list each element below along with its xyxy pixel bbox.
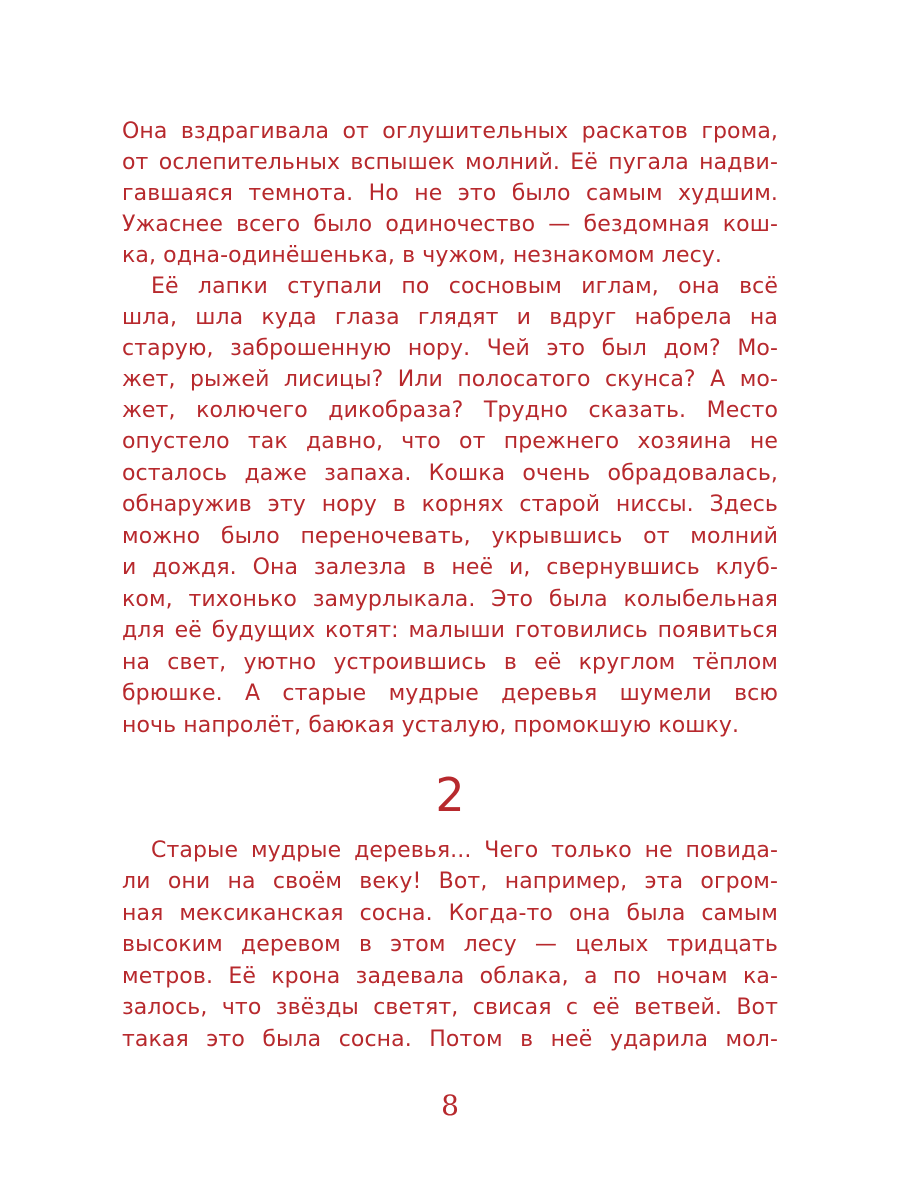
text-line: ком, тихонько замурлыкала. Это была колыбельная	[122, 587, 778, 612]
text-line: старую, заброшенную нору. Чей это был дом? Мо-	[122, 336, 778, 361]
text-line: от ослепительных вспышек молний. Её пугала надви-	[122, 150, 778, 175]
chapter-number: 2	[435, 768, 465, 822]
text-line: ночь напролёт, баюкая усталую, промокшую кошку.	[122, 713, 740, 738]
text-line: Ужаснее всего было одиночество — бездомная кош-	[122, 212, 778, 237]
text-line: залось, что звёзды светят, свисая с её ветвей. Вот	[122, 995, 778, 1020]
text-line: ная мексиканская сосна. Когда-то она была самым	[122, 901, 778, 926]
text-line: брюшке. А старые мудрые деревья шумели всю	[122, 681, 778, 706]
text-line: Её лапки ступали по сосновым иглам, она всё	[151, 274, 778, 299]
text-line: гавшаяся темнота. Но не это было самым худшим.	[122, 181, 778, 206]
text-line: жет, рыжей лисицы? Или полосатого скунса? А мо-	[122, 367, 778, 392]
text-line: метров. Её крона задевала облака, а по ночам ка-	[122, 964, 778, 989]
text-line: Старые мудрые деревья... Чего только не повида-	[151, 838, 778, 863]
text-line: жет, колючего дикобраза? Трудно сказать. Место	[122, 398, 778, 423]
text-line: шла, шла куда глаза глядят и вдруг набрела на	[122, 305, 778, 330]
text-line: высоким деревом в этом лесу — целых тридцать	[122, 932, 778, 957]
text-line: для её будущих котят: малыши готовились появиться	[122, 618, 778, 643]
text-line: ли они на своём веку! Вот, например, эта огром-	[122, 869, 778, 894]
text-line: опустело так давно, что от прежнего хозяина не	[122, 429, 778, 454]
text-line: Она вздрагивала от оглушительных раскатов грома,	[122, 119, 778, 144]
text-line: такая это была сосна. Потом в неё ударила мол-	[122, 1027, 778, 1052]
text-line: можно было переночевать, укрывшись от молний	[122, 524, 778, 549]
text-line: и дождя. Она залезла в неё и, свернувшись клуб-	[122, 555, 778, 580]
text-line: обнаружив эту нору в корнях старой ниссы. Здесь	[122, 492, 778, 517]
text-line: на свет, уютно устроившись в её круглом тёплом	[122, 650, 778, 675]
page-number: 8	[441, 1089, 459, 1122]
text-line: ка, одна-одинёшенька, в чужом, незнакомом лесу.	[122, 243, 723, 268]
text-line: осталось даже запаха. Кошка очень обрадовалась,	[122, 461, 778, 486]
